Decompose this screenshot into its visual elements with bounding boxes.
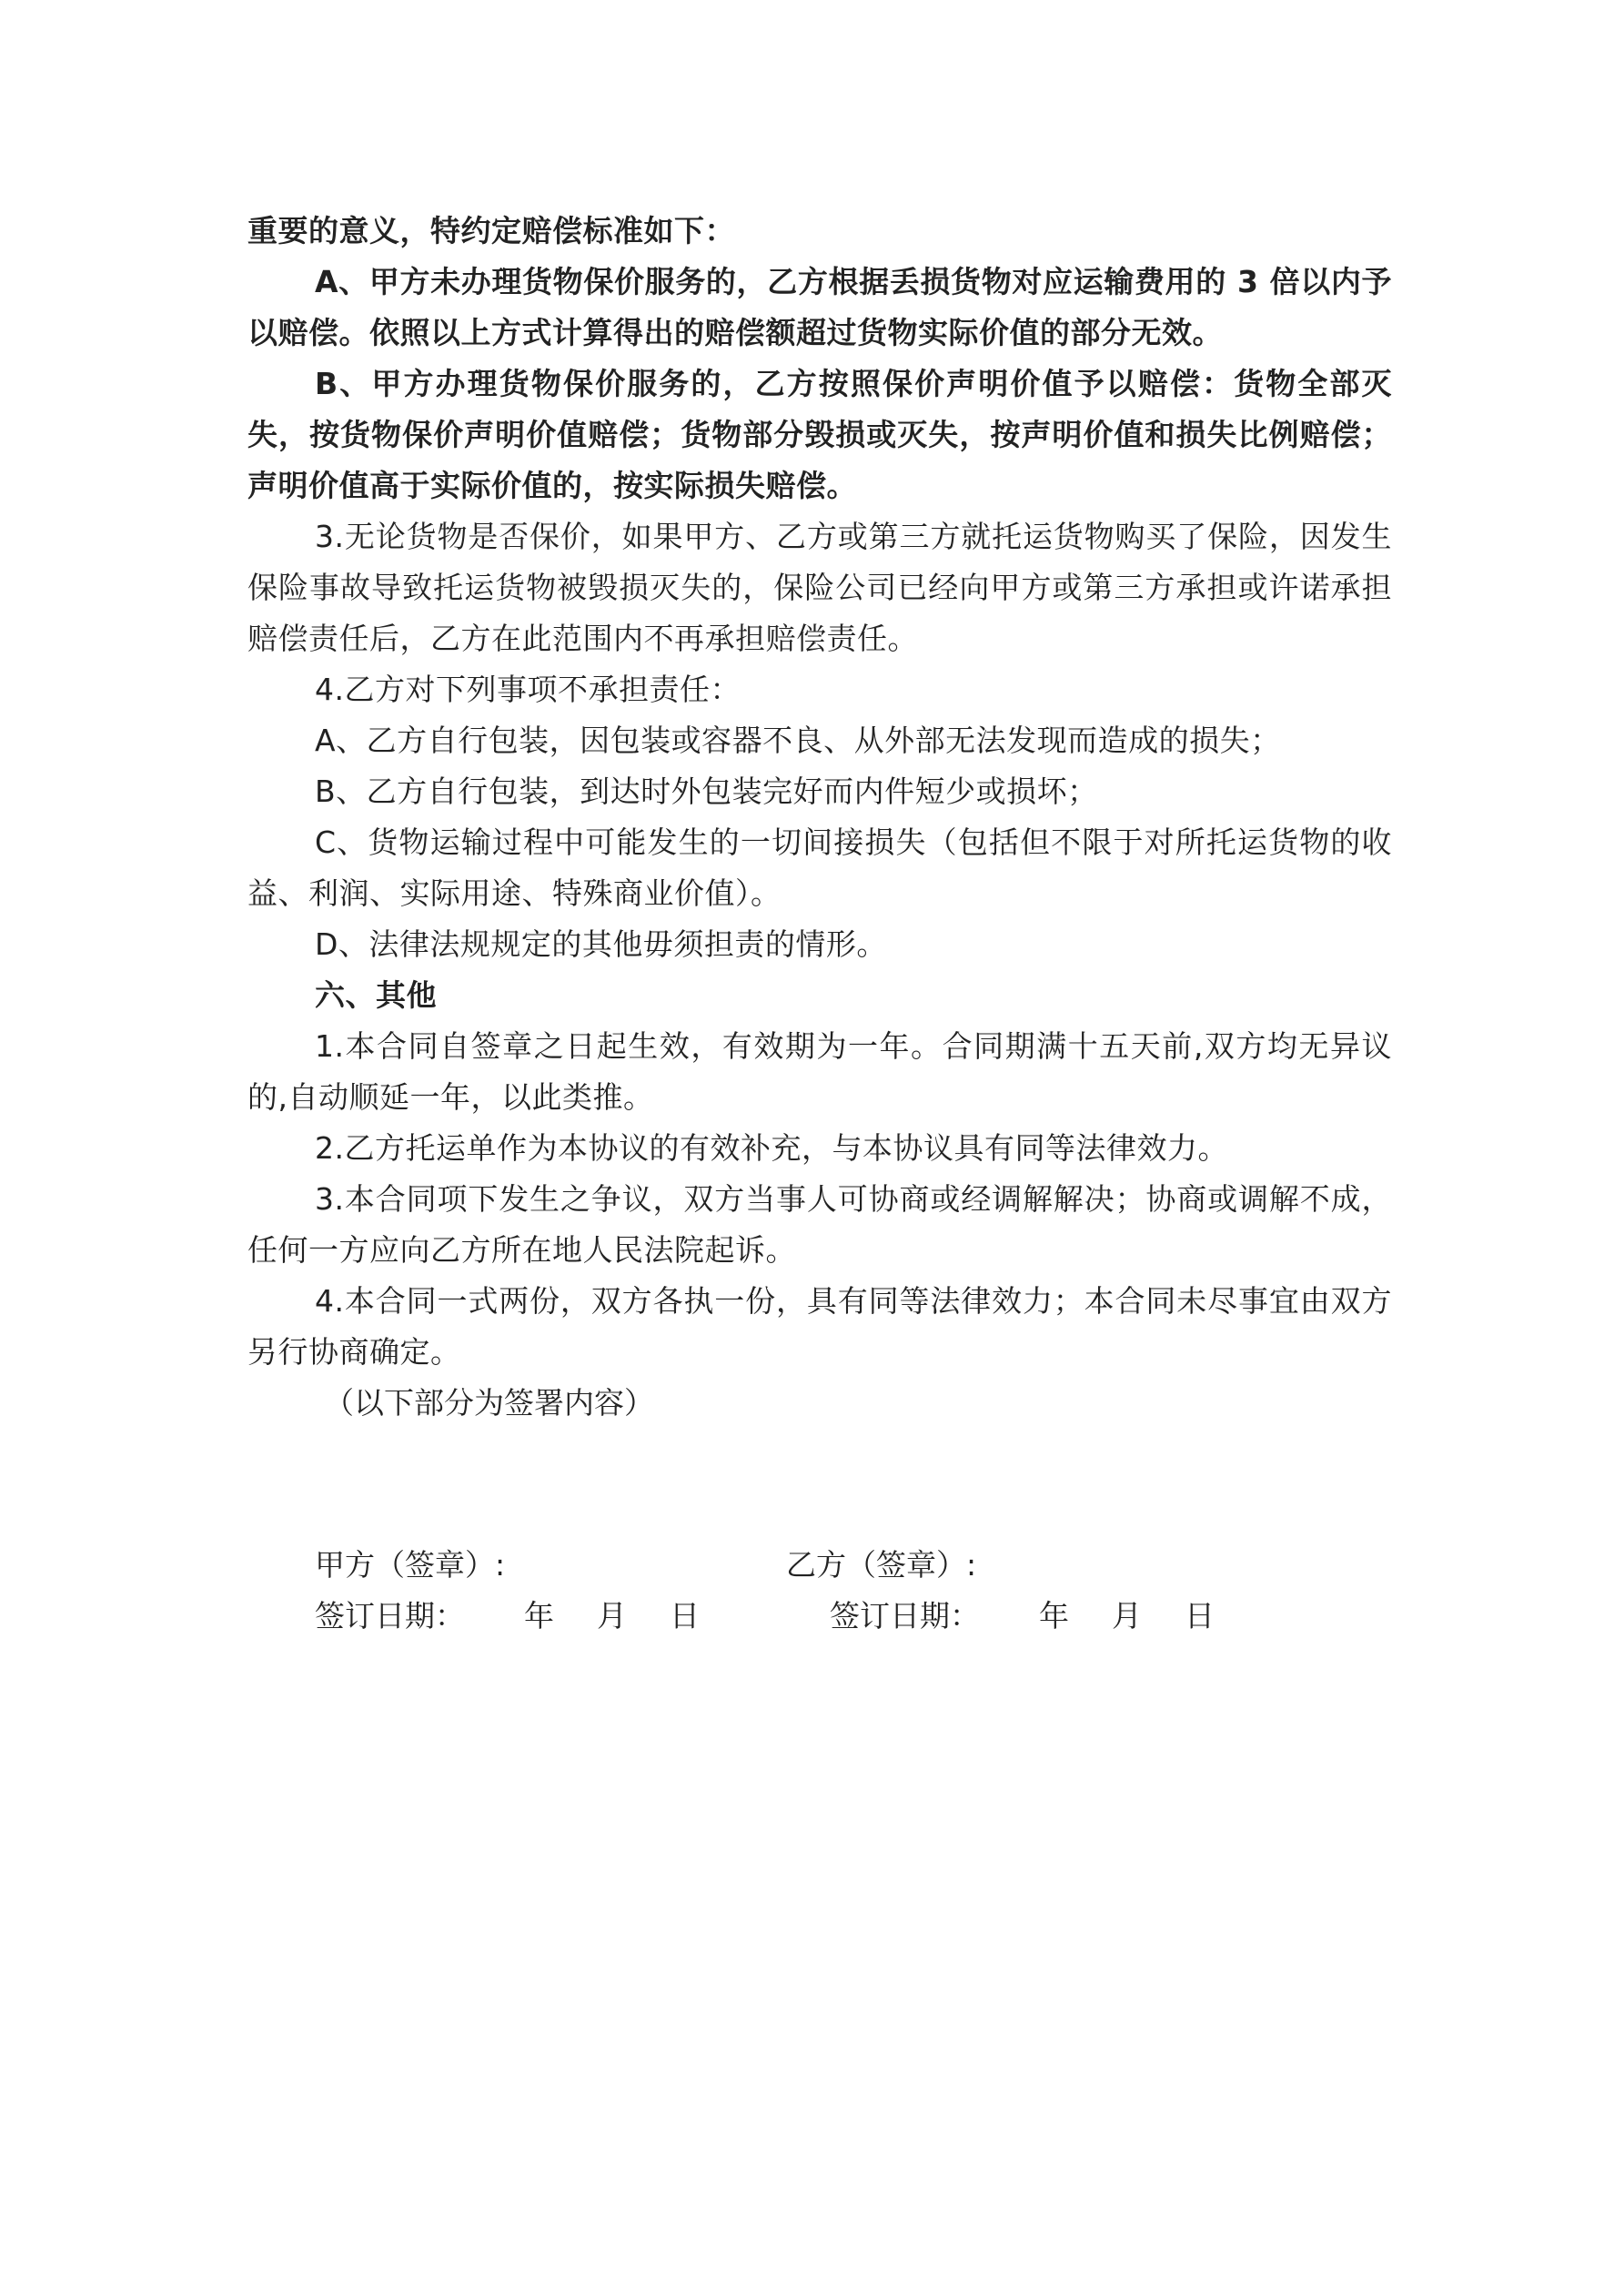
paragraph-other-4-copies: 4.本合同一式两份，双方各执一份，具有同等法律效力；本合同未尽事宜由双方另行协商确定。 bbox=[247, 1283, 1392, 1370]
paragraph-clause-a-uninsured: A、甲方未办理货物保价服务的，乙方根据丢损货物对应运输费用的 3 倍以内予以赔偿。依照以上方式计算得出的赔偿额超过货物实际价值的部分无效。 bbox=[247, 264, 1392, 350]
contract-body bbox=[247, 206, 1392, 1429]
section-heading-other: 六、其他 bbox=[315, 977, 437, 1013]
paragraph-clause-b-insured: B、甲方办理货物保价服务的，乙方按照保价声明价值予以赔偿：货物全部灭失，按货物保价声明价值赔偿；货物部分毁损或灭失，按声明价值和损失比例赔偿；声明价值高于实际价值的，按实际损失赔偿。 bbox=[247, 366, 1392, 503]
paragraph-item-4-exemptions: 4.乙方对下列事项不承担责任： bbox=[315, 672, 741, 707]
signing-date-row bbox=[315, 1591, 1316, 1642]
paragraph-exemption-c: C、货物运输过程中可能发生的一切间接损失（包括但不限于对所托运货物的收益、利润、实际用途、特殊商业价值）。 bbox=[247, 824, 1392, 911]
party-a-date-month: 月 bbox=[597, 1598, 627, 1633]
party-b-date-year: 年 bbox=[1039, 1598, 1069, 1633]
paragraph-exemption-d: D、法律法规规定的其他毋须担责的情形。 bbox=[315, 926, 887, 962]
paragraph-exemption-b: B、乙方自行包装，到达时外包装完好而内件短少或损坏； bbox=[315, 774, 1098, 809]
signature-row bbox=[315, 1540, 1316, 1591]
party-a-date-label: 签订日期： bbox=[315, 1598, 465, 1633]
paragraph-other-3-dispute: 3.本合同项下发生之争议，双方当事人可协商或经调解解决；协商或调解不成，任何一方应向乙方所在地人民法院起诉。 bbox=[247, 1181, 1392, 1268]
paragraph-other-2-waybill: 2.乙方托运单作为本协议的有效补充，与本协议具有同等法律效力。 bbox=[315, 1130, 1228, 1166]
party-b-date-label: 签订日期： bbox=[830, 1598, 980, 1633]
paragraph-compensation-intro: 重要的意义，特约定赔偿标准如下： bbox=[247, 213, 735, 248]
party-a-signature-label: 甲方（签章）: bbox=[315, 1547, 506, 1583]
party-a-date-year: 年 bbox=[524, 1598, 554, 1633]
paragraph-exemption-a: A、乙方自行包装，因包装或容器不良、从外部无法发现而造成的损失； bbox=[315, 723, 1281, 758]
party-b-date-day: 日 bbox=[1185, 1598, 1215, 1633]
signature-block bbox=[315, 1540, 1316, 1642]
paragraph-item-3-insurance: 3.无论货物是否保价，如果甲方、乙方或第三方就托运货物购买了保险，因发生保险事故导致托运货物被毁损灭失的，保险公司已经向甲方或第三方承担或许诺承担赔偿责任后，乙方在此范围内不再承担赔偿责任。 bbox=[247, 519, 1392, 656]
party-b-signature-label: 乙方（签章）: bbox=[786, 1547, 977, 1583]
paragraph-other-1-validity: 1.本合同自签章之日起生效，有效期为一年。合同期满十五天前,双方均无异议的,自动顺延一年，以此类推。 bbox=[247, 1028, 1392, 1115]
party-b-date-month: 月 bbox=[1112, 1598, 1142, 1633]
signing-note: （以下部分为签署内容） bbox=[324, 1385, 654, 1421]
party-a-date-day: 日 bbox=[670, 1598, 700, 1633]
